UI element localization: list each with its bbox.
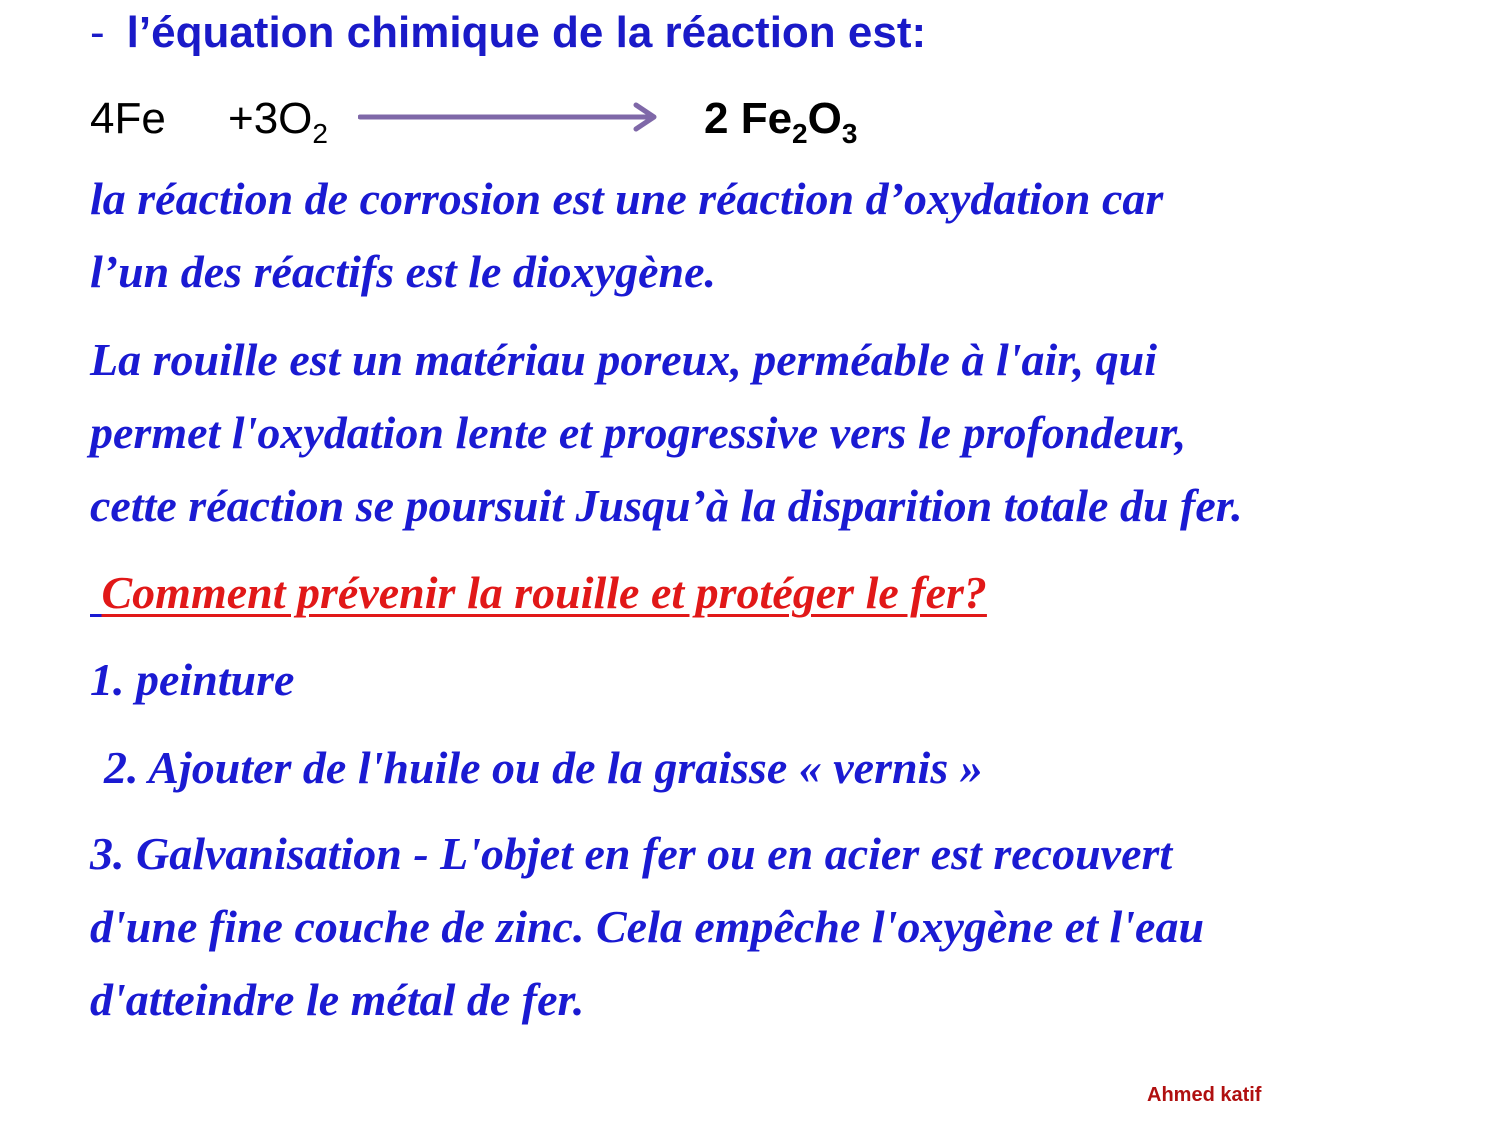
method-galvanization [90, 817, 1470, 1036]
method-painting [90, 643, 1470, 716]
oxygen-subscript: 2 [312, 118, 328, 149]
text-line: l’un des réactifs est le dioxygène. [90, 246, 717, 297]
equation-reactant-oxygen [228, 94, 328, 149]
text-line: 2. Ajouter de l'huile ou de la graisse « vernis » [104, 742, 983, 793]
rust-description [90, 323, 1470, 542]
heading-text: l’équation chimique de la réaction est: [126, 8, 927, 57]
equation-product [704, 94, 858, 149]
text-line: permet l'oxydation lente et progressive vers le profondeur, [90, 407, 1187, 458]
heading-dash: - [90, 8, 105, 57]
method-oil-grease [104, 731, 1484, 804]
question-text: Comment prévenir la rouille et protéger le fer? [101, 567, 987, 618]
oxygen-formula: +3O [228, 94, 313, 143]
equation-reactant-iron: 4Fe [90, 94, 166, 143]
text-line: la réaction de corrosion est une réaction d’oxydation car [90, 173, 1164, 224]
text-line: 3. Galvanisation - L'objet en fer ou en acier est recouvert [90, 828, 1173, 879]
text-line: cette réaction se poursuit Jusqu’à la disparition totale du fer. [90, 480, 1243, 531]
product-formula-prefix: 2 Fe [704, 94, 793, 143]
reaction-arrow-icon [358, 102, 668, 132]
corrosion-explanation [90, 162, 1470, 308]
product-subscript-fe: 2 [792, 118, 808, 149]
text-line: 1. peinture [90, 654, 295, 705]
author-credit: Ahmed katif [1147, 1084, 1262, 1106]
text-line: La rouille est un matériau poreux, perméable à l'air, qui [90, 334, 1158, 385]
slide-heading [90, 8, 926, 58]
product-subscript-o: 3 [841, 118, 858, 149]
product-formula-oxygen: O [807, 94, 842, 143]
text-line: d'atteindre le métal de fer. [90, 974, 585, 1025]
chemical-equation [90, 90, 990, 160]
prevention-question [90, 556, 987, 629]
text-line: d'une fine couche de zinc. Cela empêche l'oxygène et l'eau [90, 901, 1205, 952]
